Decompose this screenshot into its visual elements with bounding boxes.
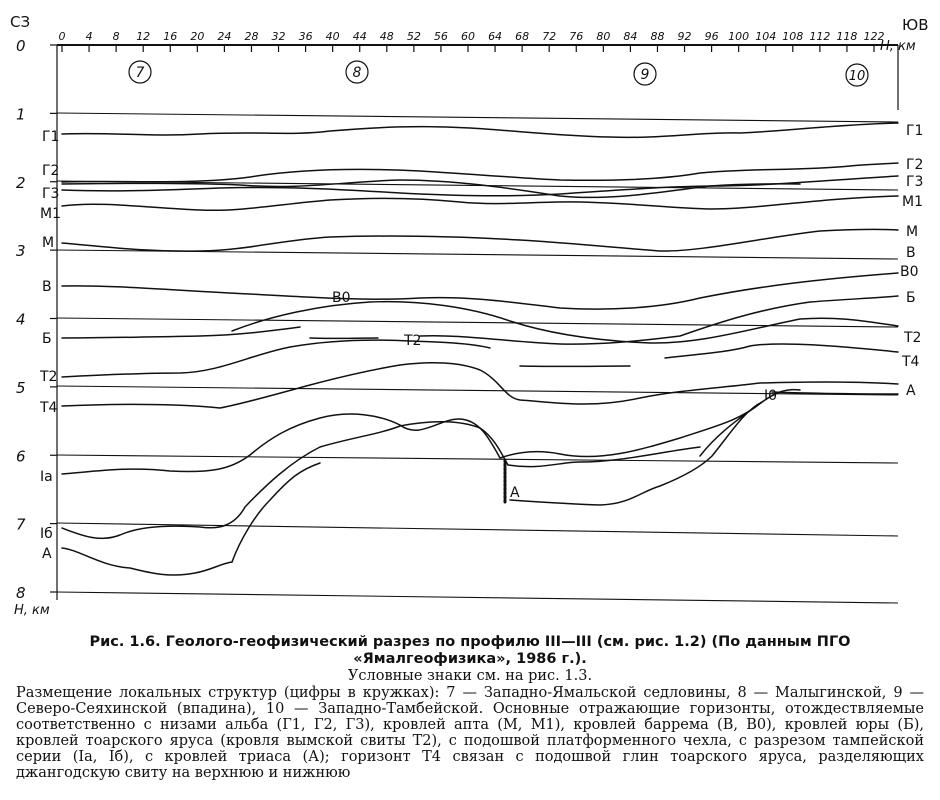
- horizon-label: Б: [42, 331, 52, 347]
- figure-caption: [16, 634, 924, 781]
- caption-title-line2: «Ямалгеофизика», 1986 г.).: [353, 651, 587, 667]
- horizon-label: А: [510, 485, 520, 501]
- horizon-label: Iб: [40, 526, 53, 542]
- depth-line-8: [57, 592, 898, 603]
- corner-label-nw: СЗ: [10, 13, 31, 31]
- horizon-g1: [62, 123, 898, 137]
- x-tick-label: 104: [755, 30, 777, 43]
- horizon-label: В: [42, 279, 52, 295]
- horizon-i0: [700, 390, 800, 456]
- horizon-label: А: [906, 383, 916, 399]
- horizon-b-right: [420, 296, 898, 344]
- x-axis-unit: Н, км: [880, 39, 916, 54]
- x-tick-label: 52: [406, 30, 421, 43]
- horizon-label: Т4: [40, 400, 58, 416]
- depth-line-6: [57, 455, 898, 463]
- horizon-label: В: [906, 245, 916, 261]
- x-tick-label: 68: [515, 30, 530, 43]
- y-tick-label: 2: [16, 173, 26, 192]
- x-tick-label: 100: [728, 30, 750, 43]
- horizon-label: Г3: [42, 186, 60, 202]
- horizon-labels-left: [39, 129, 61, 562]
- x-tick-label: 8: [112, 30, 120, 43]
- x-tick-label: 32: [271, 30, 286, 43]
- horizon-label: М: [42, 235, 55, 251]
- x-tick-label: 118: [836, 30, 858, 43]
- horizon-b-left: [62, 327, 300, 338]
- horizon-t2-right: [665, 344, 898, 358]
- x-tick-label: 108: [782, 30, 804, 43]
- horizon-label: Г2: [42, 163, 60, 179]
- depth-gridlines: [57, 113, 898, 603]
- horizon-m1: [62, 196, 898, 210]
- x-tick-label: 28: [244, 30, 259, 43]
- x-tick-label: 76: [569, 30, 584, 43]
- depth-line-1: [57, 113, 898, 122]
- horizon-t2-left: [62, 340, 490, 377]
- structure-marker-10: [846, 64, 868, 86]
- structure-number: 8: [352, 65, 362, 81]
- y-axis-unit: Н, км: [14, 603, 50, 618]
- horizon-label: М1: [40, 206, 61, 222]
- structure-number: 10: [848, 69, 866, 84]
- x-tick-label: 80: [596, 30, 611, 43]
- horizon-g2: [62, 163, 898, 182]
- x-tick-label: 92: [677, 30, 692, 43]
- x-tick-label: 0: [58, 30, 66, 43]
- y-tick-label: 0: [16, 37, 26, 55]
- horizon-label: Г3: [906, 174, 924, 190]
- y-axis-ticks: [16, 37, 60, 602]
- x-tick-label: 12: [136, 30, 151, 43]
- x-tick-label: 88: [650, 30, 665, 43]
- x-tick-label: 24: [217, 30, 232, 43]
- x-tick-label: 36: [298, 30, 313, 43]
- seismic-horizons: [62, 123, 898, 575]
- horizon-label: Т2: [904, 330, 922, 346]
- horizon-label: I0: [764, 388, 778, 404]
- horizon-ib: [62, 422, 700, 539]
- horizon-m: [62, 229, 898, 251]
- horizon-a-left: [62, 548, 232, 575]
- horizon-label: В0: [900, 264, 919, 280]
- x-axis-ticks: [59, 30, 885, 52]
- horizon-label: Т2: [404, 333, 422, 349]
- horizon-label: Г2: [906, 157, 924, 173]
- y-tick-label: 4: [16, 310, 26, 329]
- x-tick-label: 16: [163, 30, 178, 43]
- y-tick-label: 7: [16, 515, 26, 534]
- horizon-label: М1: [902, 194, 923, 210]
- x-tick-label: 44: [352, 30, 367, 43]
- x-tick-label: 122: [863, 30, 885, 43]
- y-tick-label: 6: [16, 447, 26, 466]
- horizon-label: Г1: [906, 123, 924, 139]
- x-tick-label: 112: [809, 30, 831, 43]
- caption-title-line1: Рис. 1.6. Геолого-геофизический разрез по профилю III—III (см. рис. 1.2) (По данным ПГО: [89, 634, 851, 650]
- horizon-label: В0: [332, 290, 351, 306]
- horizon-label: Т2: [40, 369, 58, 385]
- x-tick-label: 56: [433, 30, 448, 43]
- x-tick-label: 84: [623, 30, 638, 43]
- horizon-label: М: [906, 224, 919, 240]
- x-tick-label: 48: [379, 30, 394, 43]
- horizon-label: Iа: [40, 469, 53, 485]
- structure-marker-7: [129, 61, 151, 83]
- horizon-ia: [62, 402, 762, 474]
- y-tick-label: 5: [16, 378, 26, 397]
- horizon-label: Т4: [902, 354, 920, 370]
- horizon-v: [62, 273, 898, 309]
- horizon-label: Б: [906, 290, 916, 306]
- horizon-label: А: [42, 546, 52, 562]
- horizon-a-right: [510, 402, 762, 505]
- structure-marker-9: [634, 63, 656, 85]
- structure-number: 9: [640, 67, 650, 83]
- x-tick-label: 96: [704, 30, 719, 43]
- corner-label-se: ЮВ: [902, 16, 929, 34]
- structure-marker-8: [346, 61, 368, 83]
- y-tick-label: 8: [16, 584, 26, 602]
- structure-number: 7: [135, 65, 145, 81]
- horizon-label: Г1: [42, 129, 60, 145]
- x-tick-label: 72: [542, 30, 557, 43]
- x-tick-label: 20: [190, 30, 205, 43]
- horizon-labels-right: [900, 123, 923, 399]
- x-tick-label: 60: [461, 30, 475, 43]
- caption-subtitle: Условные знаки см. на рис. 1.3.: [347, 668, 593, 684]
- x-tick-label: 4: [85, 30, 93, 43]
- depth-line-7: [57, 523, 898, 536]
- y-tick-label: 1: [16, 105, 26, 124]
- x-tick-label: 64: [488, 30, 503, 43]
- caption-body: Размещение локальных структур (цифры в кружках): 7 — Западно-Ямальской седловины, 8 — Малыгинской, 9 — Северо-Сеяхинской (впадина), 10 — Западно-Тамбейской. Основные отражающие горизонты, отождествляемые соответственно с низами альба (Г1, Г2, Г3), кровлей апта (М, М1), кровлей баррема (В, В0), кровлей юры (Б), кровлей тоарского яруса (кровля вымской свиты Т2), с подошвой платформенного чехла, с разрезом тампейской серии (Iа, Iб), с кровлей триаса (А); горизонт Т4 связан с подошвой глин тоарского яруса, разделяющих джангодскую свиту на верхнюю и нижнюю: [16, 685, 924, 781]
- x-tick-label: 40: [325, 30, 340, 43]
- y-tick-label: 3: [16, 242, 26, 261]
